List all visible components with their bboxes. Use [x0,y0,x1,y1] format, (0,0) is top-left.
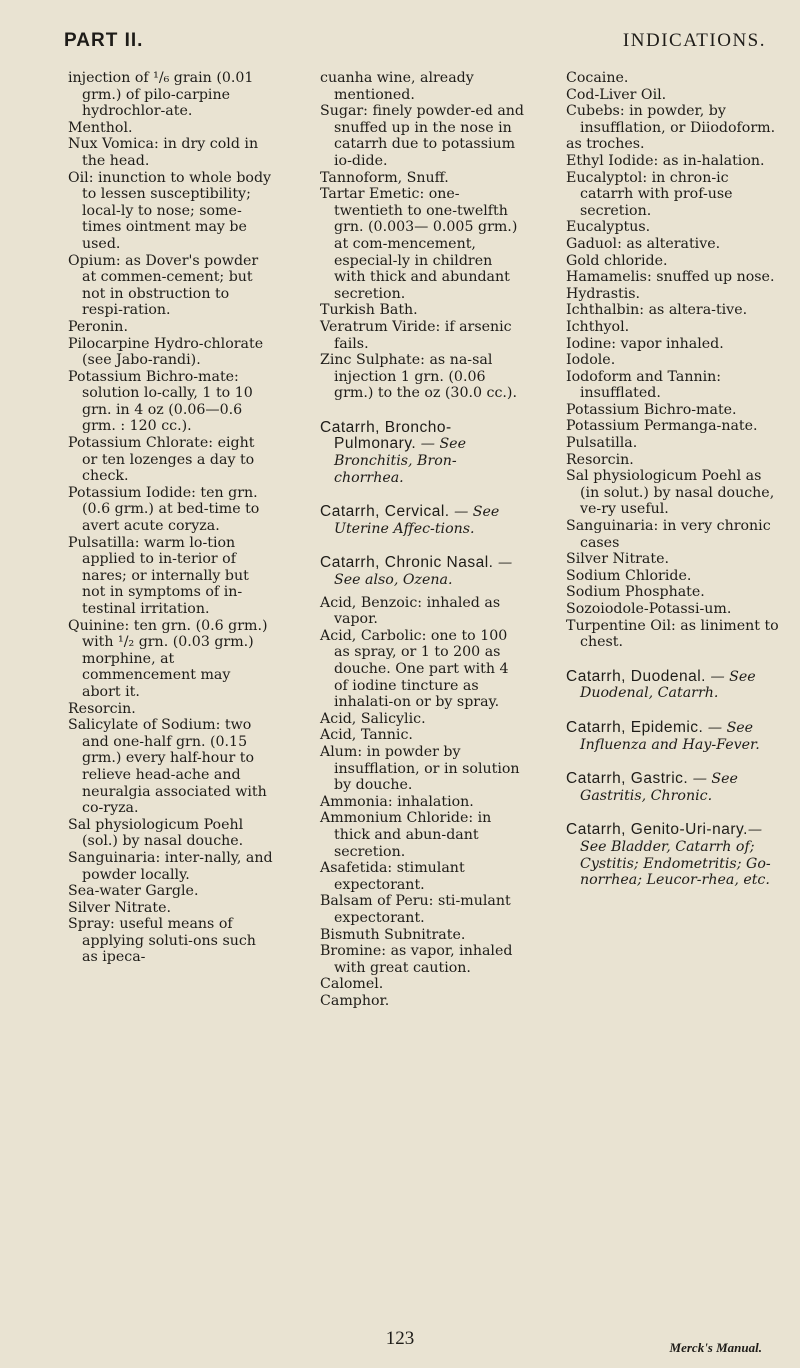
section-heading: Catarrh, Gastric. — See Gastritis, Chronic. [566,770,738,804]
index-entry: Spray: useful means of applying soluti-ons such as ipeca- [68,916,256,966]
index-entry: Potassium Permanga-nate. [566,418,758,435]
section-heading: Catarrh, Epidemic. — See Influenza and Hay-Fever. [566,718,760,753]
index-entry: Resorcin. [68,700,136,717]
index-entry: Zinc Sulphate: as na-sal injection 1 grn. (0.06 grm.) to the oz (30.0 cc.). [320,352,517,402]
index-entry: Acid, Tannic. [320,727,413,744]
index-entry: Potassium Chlorate: eight or ten lozenges a day to check. [68,435,255,485]
index-entry: Iodine: vapor inhaled. [566,335,724,352]
index-entry: Eucalyptol: in chron-ic catarrh with prof-use secretion. [566,169,733,219]
index-entry: Tannoform, Snuff. [320,169,449,186]
index-entry: Tartar Emetic: one-twentieth to one-twelfth grn. (0.003— 0.005 grm.) at com-mencement, especial-ly in children with thick and abundant secretion. [320,186,518,302]
index-entry: Veratrum Viride: if arsenic fails. [320,318,512,352]
index-entry: as troches. [566,136,645,153]
index-entry: Potassium Bichro-mate. [566,401,737,418]
index-entry: Balsam of Peru: sti-mulant expectorant. [320,893,511,926]
index-entry: Silver Nitrate. [566,551,669,568]
index-entry: Iodoform and Tannin: insufflated. [566,368,722,402]
index-entry: Alum: in powder by insufflation, or in solution by douche. [320,743,520,794]
section-heading: Catarrh, Chronic Nasal. — See also, Ozena. [320,554,513,589]
index-entry: Sal physiologicum Poehl as (in solut.) by nasal douche, ve-ry useful. [566,468,775,518]
index-entry: Gold chloride. [566,252,668,269]
index-entry: Potassium Bichro-mate: solution lo-cally, 1 to 10 grn. in 4 oz (0.06—0.6 grm. : 120 cc.). [68,368,253,435]
publisher-mark: Merck's Manual. [669,1340,762,1355]
index-entry: Nux Vomica: in dry cold in the head. [68,136,259,169]
section-heading: Catarrh, Broncho-Pulmonary. — See Bronchitis, Bron-chorrhea. [320,418,466,486]
index-entry: Ichthyol. [566,318,630,335]
column-1 [68,70,273,966]
index-entry: Sugar: finely powder-ed and snuffed up in the nose in catarrh due to potassium io-dide. [320,103,525,169]
index-entry: Ammonia: inhalation. [320,793,474,810]
index-entry: Potassium Iodide: ten grn. (0.6 grm.) at bed-time to avert acute coryza. [68,484,260,535]
index-entry: Sodium Chloride. [566,567,692,584]
index-entry: Sanguinaria: inter-nally, and powder locally. [68,849,273,883]
running-head-left: PART II. [64,30,144,51]
index-entry: Silver Nitrate. [68,899,171,916]
section-heading: Catarrh, Cervical. — See Uterine Affec-tions. [320,503,500,537]
index-entry: Cubebs: in powder, by insufflation, or Diiodoform. [566,103,776,136]
index-entry: Sanguinaria: in very chronic cases [566,518,771,551]
index-entry: Pulsatilla: warm lo-tion applied to in-terior of nares; or internally but not in symptoms of in-testinal irritation. [68,534,249,617]
index-entry: Sea-water Gargle. [68,883,199,900]
index-entry: Camphor. [320,992,390,1009]
column-2 [320,70,525,1009]
index-entry: Resorcin. [566,451,634,468]
index-entry: injection of ¹/₆ grain (0.01 grm.) of pilo-carpine hydrochlor-ate. [68,70,254,120]
index-entry: Cocaine. [566,70,629,86]
running-head-right: INDICATIONS. [622,30,766,51]
index-entry: Calomel. [320,976,384,993]
index-entry: Ammonium Chloride: in thick and abun-dant secretion. [320,810,492,860]
index-entry: cuanha wine, already mentioned. [320,70,474,103]
section-heading: Catarrh, Genito-Uri-nary.—See Bladder, Catarrh of; Cystitis; Endometritis; Go-norrhea; Leucor-rhea, etc. [566,821,771,889]
index-entry: Salicylate of Sodium: two and one-half grn. (0.15 grm.) every half-hour to relieve head-ache and neuralgia associated with co-ryza. [68,717,267,817]
index-entry: Opium: as Dover's powder at commen-cement; but not in obstruction to respi-ration. [68,252,259,319]
index-entry: Sodium Phosphate. [566,584,705,601]
index-entry: Ethyl Iodide: as in-halation. [566,152,765,169]
index-entry: Turkish Bath. [320,302,418,319]
index-entry: Asafetida: stimulant expectorant. [320,860,465,893]
index-entry: Pulsatilla. [566,435,638,452]
index-entry: Acid, Salicylic. [320,710,426,727]
index-entry: Turpentine Oil: as liniment to chest. [566,617,779,651]
index-entry: Eucalyptus. [566,219,651,236]
index-entry: Sozoiodole-Potassi-um. [566,601,732,617]
index-entry: Sal physiologicum Poehl (sol.) by nasal douche. [68,816,244,850]
index-entry: Gaduol: as alterative. [566,235,721,252]
index-entry: Ichthalbin: as altera-tive. [566,302,748,319]
index-entry: Quinine: ten grn. (0.6 grm.) with ¹/₂ grn. (0.03 grm.) morphine, at commencement may abort it. [68,617,268,700]
index-entry: Hamamelis: snuffed up nose. [566,269,775,286]
index-entry: Pilocarpine Hydro-chlorate (see Jabo-randi). [68,335,264,369]
index-entry: Bismuth Subnitrate. [320,926,466,943]
index-entry: Menthol. [68,119,133,136]
index-entry: Cod-Liver Oil. [566,86,667,103]
index-entry: Peronin. [68,318,128,335]
index-entry: Bromine: as vapor, inhaled with great caution. [320,943,513,976]
index-entry: Hydrastis. [566,285,641,302]
column-3 [566,70,780,889]
section-heading: Catarrh, Duodenal. — See Duodenal, Catarrh. [566,667,756,702]
index-entry: Acid, Carbolic: one to 100 as spray, or 1 to 200 as douche. One part with 4 of iodine tincture as inhalati-on or by spray. [320,627,509,711]
page-number: 123 [385,1328,415,1349]
index-entry: Oil: inunction to whole body to lessen susceptibility; local-ly to nose; some-times ointment may be used. [68,169,272,252]
index-entry: Acid, Benzoic: inhaled as vapor. [320,594,501,628]
index-entry: Iodole. [566,352,616,369]
